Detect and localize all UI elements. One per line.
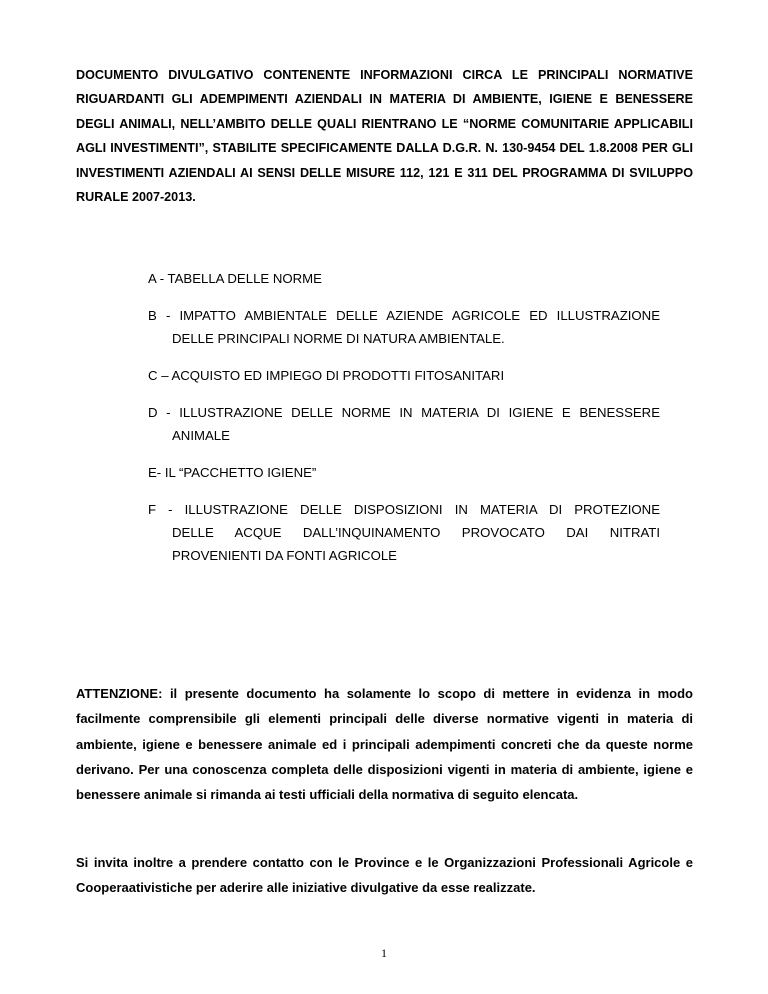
- toc-item-a-line1: A - TABELLA DELLE NORME: [148, 271, 322, 286]
- toc-item-c-line1: C – ACQUISTO ED IMPIEGO DI PRODOTTI FITOSANITARI: [148, 368, 505, 383]
- toc-item-b: [148, 304, 660, 350]
- toc-item-f-line2: DELLE ACQUE DALL’INQUINAMENTO PROVOCATO DAI NITRATI: [172, 525, 660, 540]
- toc-item-c: [148, 364, 660, 387]
- toc-item-a: [148, 267, 660, 290]
- toc-item-b-line1: B - IMPATTO AMBIENTALE DELLE AZIENDE AGRICOLE ED ILLUSTRAZIONE: [148, 308, 660, 323]
- notice-paragraph: ATTENZIONE: il presente documento ha solamente lo scopo di mettere in evidenza in modo facilmente comprensibile gli elementi principali delle diverse normative vigenti in materia di ambiente, igiene e benessere animale ed i principali adempimenti concreti che da queste norme derivano. Per una conoscenza completa delle disposizioni vigenti in materia di ambiente, igiene e benessere animale si rimanda ai testi ufficiali della normativa di seguito elencata.: [76, 686, 693, 803]
- table-of-contents: [148, 267, 660, 581]
- toc-item-d-line2: ANIMALE: [172, 428, 230, 443]
- invite-paragraph: Si invita inoltre a prendere contatto con le Province e le Organizzazioni Professionali Agricole e Cooperaativistiche per aderire alle iniziative divulgative da esse realizzate.: [76, 855, 693, 896]
- document-title: DOCUMENTO DIVULGATIVO CONTENENTE INFORMAZIONI CIRCA LE PRINCIPALI NORMATIVE RIGUARDANTI GLI ADEMPIMENTI AZIENDALI IN MATERIA DI AMBIENTE, IGIENE E BENESSERE DEGLI ANIMALI, NELL’AMBITO DELLE QUALI RIENTRANO LE “NORME COMUNITARIE APPLICABILI AGLI INVESTIMENTI”, STABILITE SPECIFICAMENTE DALLA D.G.R. N. 130-9454 DEL 1.8.2008 PER GLI INVESTIMENTI AZIENDALI AI SENSI DELLE MISURE 112, 121 E 311 DEL PROGRAMMA DI SVILUPPO RURALE 2007-2013.: [76, 68, 693, 205]
- toc-item-d: [148, 401, 660, 447]
- toc-item-f: [148, 498, 660, 567]
- toc-item-e-line1: E- IL “PACCHETTO IGIENE”: [148, 465, 317, 480]
- toc-item-f-line3: PROVENIENTI DA FONTI AGRICOLE: [172, 548, 397, 563]
- toc-item-e: [148, 461, 660, 484]
- page-number: 1: [381, 946, 387, 960]
- toc-item-b-line2: DELLE PRINCIPALI NORME DI NATURA AMBIENTALE.: [172, 331, 505, 346]
- toc-item-d-line1: D - ILLUSTRAZIONE DELLE NORME IN MATERIA DI IGIENE E BENESSERE: [148, 405, 660, 420]
- toc-item-f-line1: F - ILLUSTRAZIONE DELLE DISPOSIZIONI IN MATERIA DI PROTEZIONE: [148, 502, 660, 517]
